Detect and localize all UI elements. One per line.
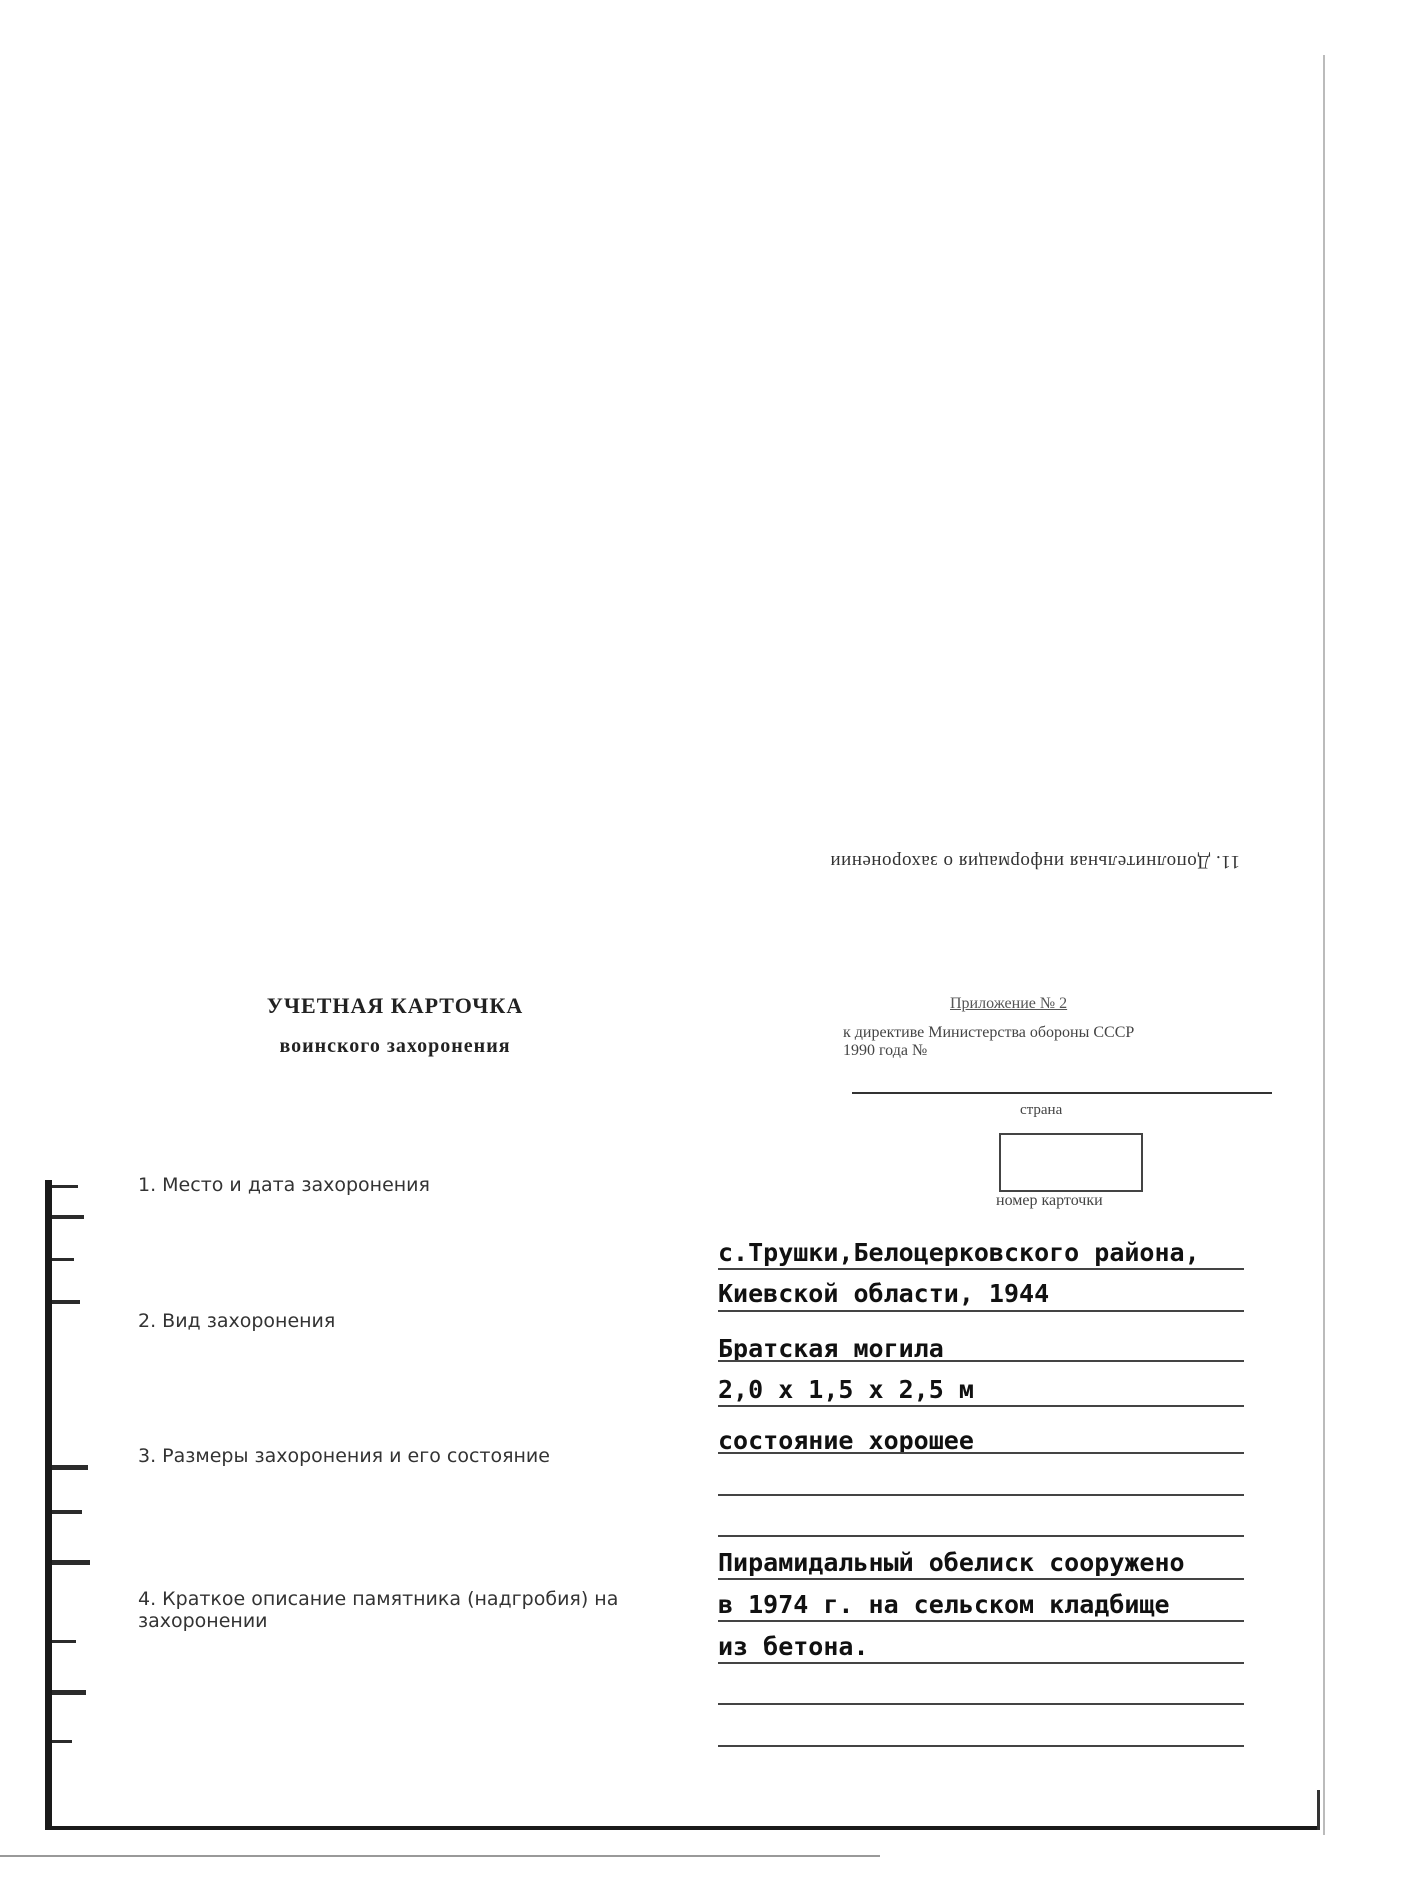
scan-streak bbox=[52, 1215, 84, 1219]
directive-reference bbox=[843, 1024, 1233, 1060]
appendix-label: Приложение № 2 bbox=[950, 995, 1068, 1012]
card-title: УЧЕТНАЯ КАРТОЧКА bbox=[266, 993, 524, 1018]
directive-line: 1990 года № bbox=[843, 1042, 928, 1059]
field-label-place-date: 1. Место и дата захоронения bbox=[138, 1174, 430, 1196]
frame-right-corner bbox=[1317, 1790, 1320, 1830]
entry-rule bbox=[718, 1360, 1244, 1362]
country-field-line bbox=[852, 1092, 1272, 1094]
scan-streak bbox=[52, 1300, 80, 1304]
entry-rule bbox=[718, 1620, 1244, 1622]
field-label-monument-description: 4. Краткое описание памятника (надгробия) на захоронении bbox=[138, 1588, 619, 1632]
entry-line: из бетона. bbox=[718, 1632, 869, 1661]
scan-streak bbox=[52, 1690, 86, 1695]
frame-left-edge bbox=[45, 1180, 52, 1830]
page-edge-right bbox=[1323, 55, 1325, 1835]
entry-line: Пирамидальный обелиск сооружено bbox=[718, 1548, 1185, 1577]
entry-line: Киевской области, 1944 bbox=[718, 1279, 1050, 1308]
entry-rule bbox=[718, 1578, 1244, 1580]
scan-streak bbox=[52, 1560, 90, 1565]
card-subtitle: воинского захоронения bbox=[279, 1035, 511, 1057]
entry-rule bbox=[718, 1494, 1244, 1496]
scan-streak bbox=[52, 1640, 76, 1643]
entry-rule bbox=[718, 1268, 1244, 1270]
entry-line: состояние хорошее bbox=[718, 1426, 974, 1455]
country-label: страна bbox=[1020, 1102, 1063, 1118]
entry-line: в 1974 г. на сельском кладбище bbox=[718, 1590, 1170, 1619]
entry-rule bbox=[718, 1405, 1244, 1407]
entry-rule bbox=[718, 1452, 1244, 1454]
reverse-side-note: 11. Дополнительная информация о захоронении bbox=[829, 851, 1240, 872]
entry-rule bbox=[718, 1662, 1244, 1664]
scan-streak bbox=[52, 1740, 72, 1743]
entry-rule bbox=[718, 1535, 1244, 1537]
entry-rule bbox=[718, 1745, 1244, 1747]
field-label-burial-type: 2. Вид захоронения bbox=[138, 1310, 336, 1332]
field-label-size-condition: 3. Размеры захоронения и его состояние bbox=[138, 1445, 550, 1467]
entry-line: с.Трушки,Белоцерковского района, bbox=[718, 1238, 1200, 1267]
card-number-label: номер карточки bbox=[996, 1192, 1103, 1209]
entry-rule bbox=[718, 1310, 1244, 1312]
scan-streak bbox=[52, 1258, 74, 1261]
directive-line: к директиве Министерства обороны СССР bbox=[843, 1024, 1135, 1041]
frame-bottom-edge bbox=[45, 1826, 1317, 1830]
entry-line: Братская могила bbox=[718, 1334, 944, 1363]
scan-streak bbox=[52, 1185, 78, 1188]
scan-streak bbox=[52, 1465, 88, 1470]
scan-streak bbox=[52, 1510, 82, 1514]
entry-line: 2,0 х 1,5 х 2,5 м bbox=[718, 1375, 974, 1404]
card-number-box bbox=[999, 1133, 1143, 1192]
scan-line bbox=[0, 1855, 880, 1857]
entry-rule bbox=[718, 1703, 1244, 1705]
